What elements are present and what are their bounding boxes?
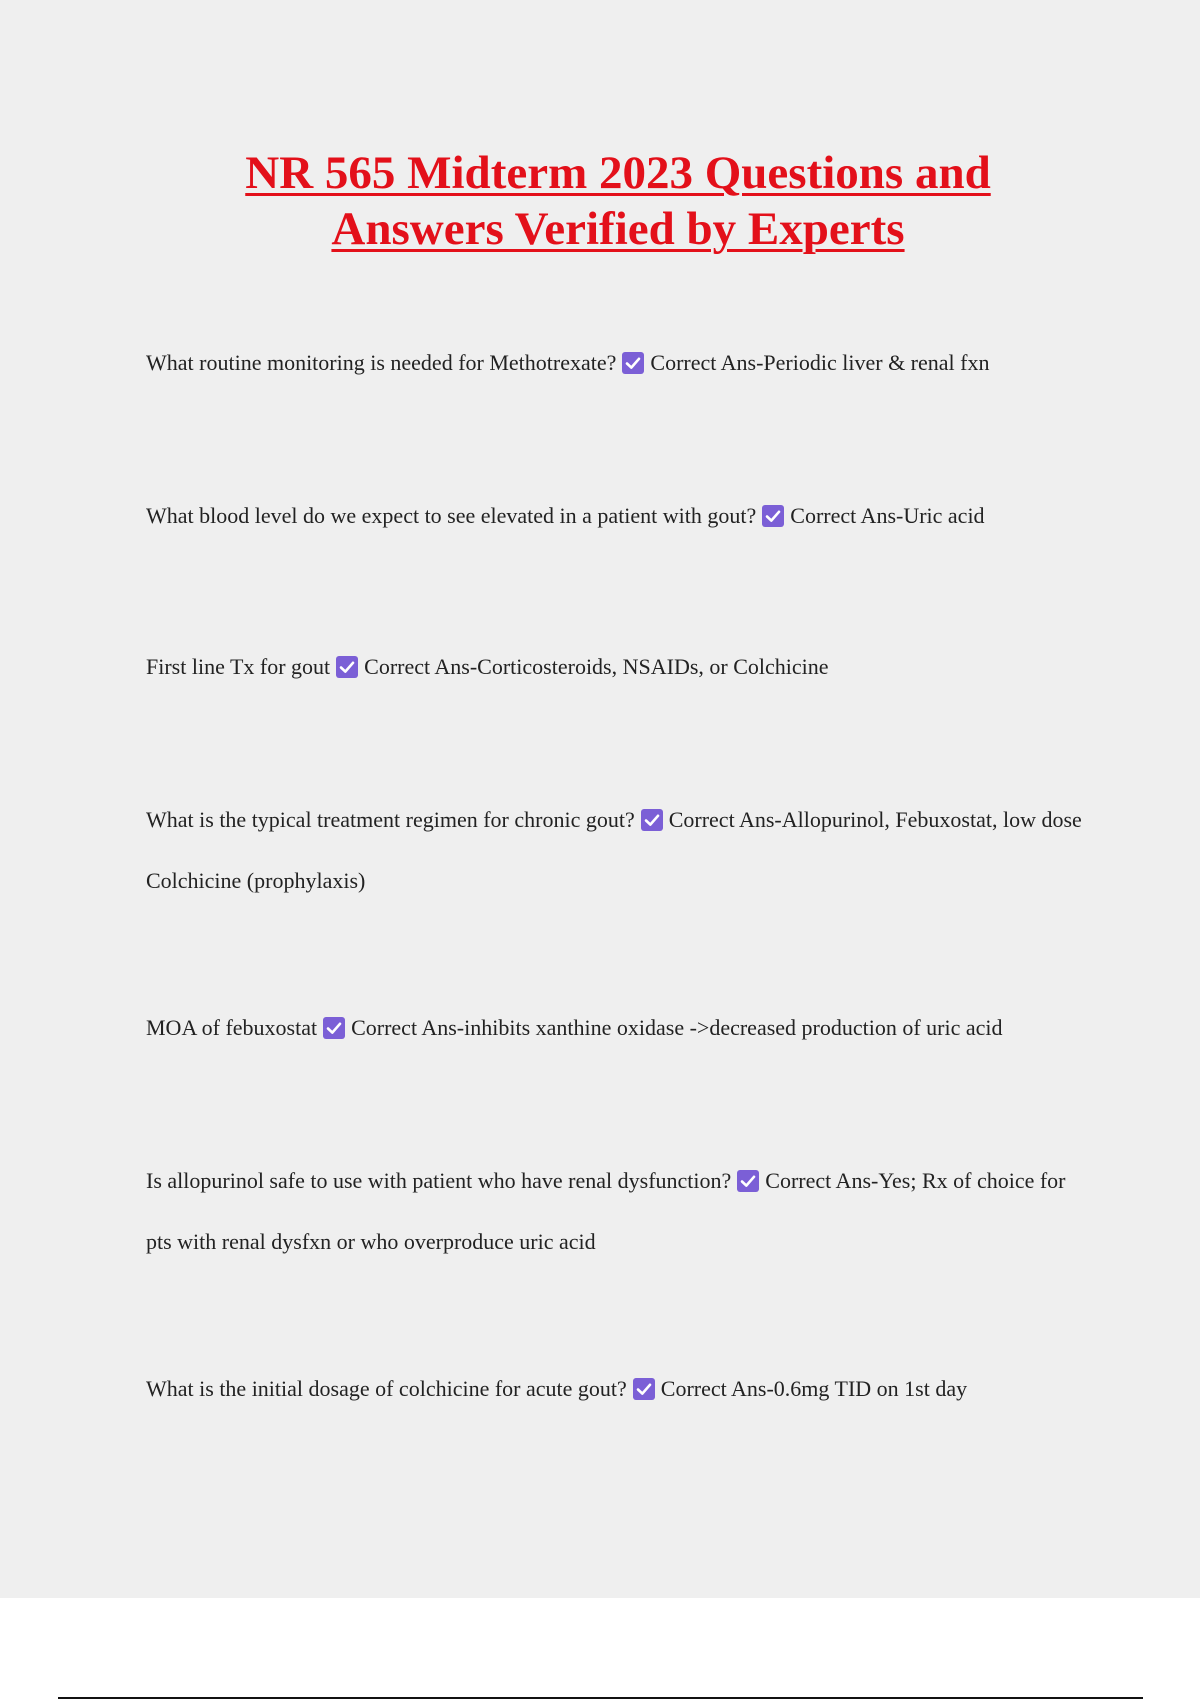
- answer-text: Correct Ans-Allopurinol, Febuxostat, low dose Colchicine (prophylaxis): [146, 807, 1082, 893]
- answer-text: Correct Ans-Periodic liver & renal fxn: [650, 350, 990, 375]
- question-text: What is the initial dosage of colchicine for acute gout?: [146, 1376, 627, 1401]
- title-line-1: NR 565 Midterm 2023 Questions and: [245, 147, 991, 199]
- checkbox-checked-icon: [336, 656, 358, 678]
- question-text: MOA of febuxostat: [146, 1015, 318, 1040]
- checkbox-checked-icon: [323, 1017, 345, 1039]
- answer-text: Correct Ans-Uric acid: [790, 503, 985, 528]
- question-text: What is the typical treatment regimen for chronic gout?: [146, 807, 635, 832]
- qa-item: [146, 1150, 1096, 1272]
- qa-item: [146, 332, 1096, 393]
- qa-item: [146, 997, 1096, 1058]
- checkbox-checked-icon: [737, 1170, 759, 1192]
- question-text: Is allopurinol safe to use with patient who have renal dysfunction?: [146, 1168, 732, 1193]
- checkbox-checked-icon: [641, 809, 663, 831]
- question-text: What routine monitoring is needed for Methotrexate?: [146, 350, 617, 375]
- checkbox-checked-icon: [633, 1378, 655, 1400]
- checkbox-checked-icon: [762, 505, 784, 527]
- checkbox-checked-icon: [622, 352, 644, 374]
- question-text: What blood level do we expect to see elevated in a patient with gout?: [146, 503, 757, 528]
- answer-text: Correct Ans-0.6mg TID on 1st day: [660, 1376, 968, 1401]
- answer-text: Correct Ans-Yes; Rx of choice for pts with renal dysfxn or who overproduce uric acid: [146, 1168, 1066, 1254]
- question-text: First line Tx for gout: [146, 654, 331, 679]
- qa-item: [146, 485, 1096, 546]
- footer-divider: [58, 1697, 1143, 1699]
- answer-text: Correct Ans-Corticosteroids, NSAIDs, or Colchicine: [364, 654, 829, 679]
- document-title: [0, 145, 1200, 257]
- qa-item: [146, 1358, 1096, 1419]
- qa-item: [146, 636, 1096, 697]
- title-line-2: Answers Verified by Experts: [331, 203, 905, 255]
- answer-text: Correct Ans-inhibits xanthine oxidase ->decreased production of uric acid: [351, 1015, 1003, 1040]
- qa-item: [146, 789, 1096, 911]
